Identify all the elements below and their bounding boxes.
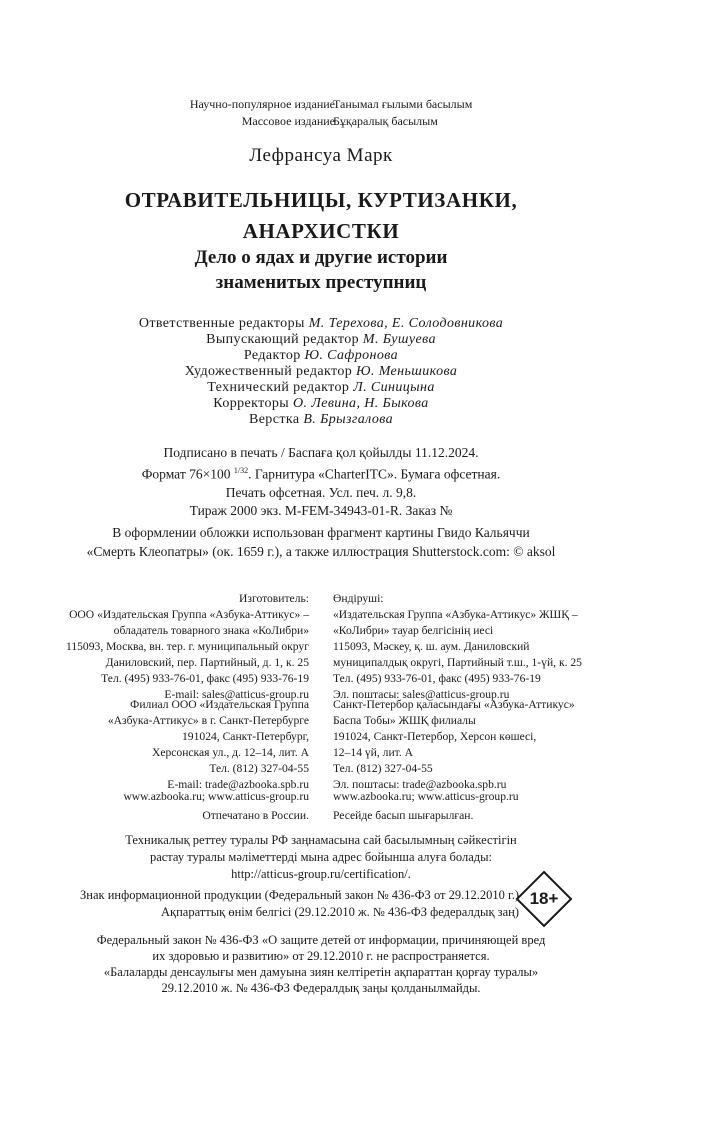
print-line: Печать офсетная. Усл. печ. л. 9,8. [225, 484, 417, 500]
format-fraction: 1/32 [233, 466, 249, 475]
address-line: Баспа Тобы» ЖШҚ филиалы [333, 714, 476, 727]
edition-type-line: Бұқаралық басылым [333, 114, 438, 128]
address-line: Тел. (812) 327-04-55 [209, 762, 309, 775]
address-line: Өндіруші: [333, 592, 384, 605]
credit-role: Выпускающий редактор [206, 332, 360, 347]
address-line: E-mail: sales@atticus-group.ru [164, 688, 309, 701]
edition-type-kz [333, 96, 472, 130]
manufacturer-kz [333, 591, 582, 703]
credit-role: Художественный редактор [184, 364, 353, 379]
edition-type-ru [190, 96, 335, 130]
address-line: муниципалдық округі, Партийный т.ш., 1-үй, к. 25 [333, 656, 582, 669]
address-line: «КоЛибри» тауар белгісінің иесі [333, 624, 494, 637]
print-format [0, 462, 642, 484]
book-subtitle-line-2: знаменитых преступниц [215, 272, 427, 293]
print-run: Тираж 2000 экз. M-FEM-34943-01-R. Заказ № [189, 502, 453, 518]
address-line: Санкт-Петербор қаласындағы «Азбука-Аттикус» [333, 698, 575, 711]
law-line: их здоровью и развитию» от 29.12.2010 г. не распространяется. [152, 949, 490, 963]
credit-line [0, 316, 642, 332]
address-line: Тел. (812) 327-04-55 [333, 762, 433, 775]
address-line: «Издательская Группа «Азбука-Аттикус» ЖШҚ – [333, 608, 578, 621]
law-line: «Балаларды денсаулығы мен дамуына зиян келтіретін ақпараттан қорғау туралы» [103, 965, 539, 979]
credit-role: Технический редактор [207, 380, 350, 395]
author-name: Лефрансуа Марк [249, 145, 393, 166]
websites-kz: www.azbooka.ru; www.atticus-group.ru [333, 790, 519, 803]
tech-line: http://atticus-group.ru/certification/. [231, 867, 411, 881]
age-text-line: Ақпараттық өнім белгісі (29.12.2010 ж. № 436-ФЗ федералдық заң) [161, 905, 519, 919]
book-title-line-2: АНАРХИСТКИ [242, 219, 400, 243]
book-subtitle-line-1: Дело о ядах и другие истории [194, 247, 448, 268]
credit-role: Верстка [248, 412, 300, 427]
credit-line [0, 380, 642, 396]
address-line: Изготовитель: [239, 592, 309, 605]
credit-name: Ю. Меньшикова [356, 364, 458, 379]
address-line: Эл. поштасы: sales@atticus-group.ru [333, 688, 510, 701]
address-line: 115093, Мәскеу, қ. ш. аум. Даниловский [333, 640, 530, 653]
credit-name: В. Брызгалова [303, 412, 394, 427]
cover-note-line: В оформлении обложки использован фрагмент картины Гвидо Кальяччи [112, 525, 530, 540]
address-line: «Азбука-Аттикус» в г. Санкт-Петербурге [107, 714, 309, 727]
credit-line [0, 332, 642, 348]
address-line: 191024, Санкт-Петербор, Херсон көшесі, [333, 730, 537, 743]
edition-type-line: Научно-популярное издание [189, 97, 335, 111]
address-line: ООО «Издательская Группа «Азбука-Аттикус» – [69, 608, 309, 621]
print-info-block [0, 444, 642, 520]
credit-line [0, 348, 642, 364]
credit-line [0, 412, 642, 428]
credit-name: Ю. Сафронова [304, 348, 399, 363]
format-suffix: . Гарнитура «CharterITC». Бумага офсетная. [248, 466, 501, 482]
law-line: Федеральный закон № 436-ФЗ «О защите детей от информации, причиняющей вред [96, 933, 546, 947]
address-line: Эл. поштасы: trade@azbooka.spb.ru [333, 778, 507, 791]
edition-type-line: Массовое издание [241, 114, 335, 128]
credit-name: М. Терехова, Е. Солодовникова [308, 316, 504, 331]
cover-note [0, 523, 642, 561]
credit-line [0, 396, 642, 412]
address-line: обладатель товарного знака «КоЛибри» [113, 624, 309, 637]
edition-type-line: Танымал ғылыми басылым [333, 97, 473, 111]
credit-line [0, 364, 642, 380]
credit-name: Л. Синицына [353, 380, 435, 395]
cover-note-line: «Смерть Клеопатры» (ок. 1659 г.), а также иллюстрация Shutterstock.com: © aksol [86, 544, 556, 559]
branch-ru [108, 697, 309, 793]
address-line: 191024, Санкт-Петербург, [182, 730, 309, 743]
address-line: Тел. (495) 933-76-01, факс (495) 933-76-19 [101, 672, 309, 685]
address-line: Херсонская ул., д. 12–14, лит. А [151, 746, 309, 759]
address-line: Филиал ООО «Издательская Группа [130, 698, 309, 711]
address-line: Даниловский, пер. Партийный, д. 1, к. 25 [105, 656, 309, 669]
printed-in-russia: Отпечатано в России. [202, 809, 309, 822]
print-signed: Подписано в печать / Баспаға қол қойылды 11.12.2024. [163, 445, 479, 460]
credit-name: М. Бушуева [362, 332, 436, 347]
age-text-line: Знак информационной продукции (Федеральный закон № 436-ФЗ от 29.12.2010 г.) [80, 888, 519, 902]
credit-role: Ответственные редакторы [138, 316, 305, 331]
address-line: 115093, Москва, вн. тер. г. муниципальный округ [65, 640, 309, 653]
tech-line: растау туралы мәліметтерді мына адрес бойынша алуға болады: [149, 850, 493, 864]
age-rating-label: 18+ [529, 889, 559, 908]
address-line: E-mail: trade@azbooka.spb.ru [167, 778, 309, 791]
format-prefix: Формат 76×100 [141, 466, 234, 482]
credit-role: Корректоры [213, 396, 290, 411]
websites-ru: www.azbooka.ru; www.atticus-group.ru [123, 790, 309, 803]
manufacturer-ru [66, 591, 309, 703]
tech-line: Техникалық реттеу туралы РФ заңнамасына сай басылымның сәйкестігін [125, 833, 517, 847]
credit-role: Редактор [243, 348, 301, 363]
address-line: Тел. (495) 933-76-01, факс (495) 933-76-19 [333, 672, 541, 685]
law-note [0, 932, 642, 996]
address-line: 12–14 үй, лит. А [333, 746, 414, 759]
age-marking-text [80, 887, 519, 921]
book-title-line-1: ОТРАВИТЕЛЬНИЦЫ, КУРТИЗАНКИ, [124, 188, 518, 212]
law-line: 29.12.2010 ж. № 436-ФЗ Федералдық заңы қолданылмайды. [161, 981, 481, 995]
printed-in-russia-kz: Ресейде басып шығарылған. [333, 809, 474, 822]
age-rating-badge [515, 870, 573, 928]
credit-name: О. Левина, Н. Быкова [293, 396, 429, 411]
credits-block [0, 316, 642, 428]
branch-kz [333, 697, 575, 793]
